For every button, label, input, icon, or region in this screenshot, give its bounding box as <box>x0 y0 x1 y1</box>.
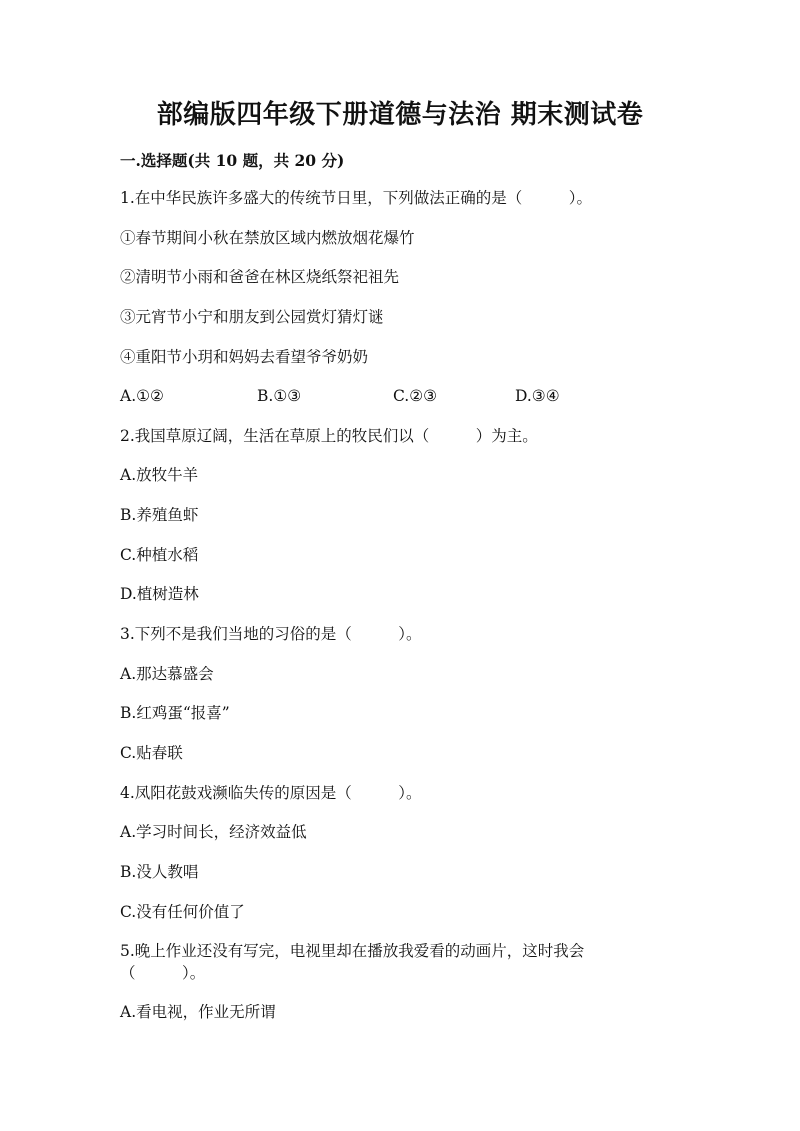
question-1-option-a: A.①② <box>120 387 164 405</box>
question-1-item-3: ③元宵节小宁和朋友到公园赏灯猜灯谜 <box>120 308 384 326</box>
question-4-option-b: B.没人教唱 <box>120 863 199 881</box>
question-3-option-b: B.红鸡蛋“报喜” <box>120 704 230 722</box>
question-2-option-c: C.种植水稻 <box>120 546 199 564</box>
question-4-option-c: C.没有任何价值了 <box>120 903 245 921</box>
question-2-stem: 2.我国草原辽阔，生活在草原上的牧民们以（ ）为主。 <box>120 427 538 445</box>
question-1-stem: 1.在中华民族许多盛大的传统节日里，下列做法正确的是（ ）。 <box>120 189 593 207</box>
question-2-option-d: D.植树造林 <box>120 585 199 603</box>
question-5-stem-line-1: 5.晚上作业还没有写完，电视里却在播放我爱看的动画片，这时我会 <box>120 942 585 960</box>
question-1-item-4: ④重阳节小玥和妈妈去看望爷爷奶奶 <box>120 348 369 366</box>
question-3-option-c: C.贴春联 <box>120 744 183 762</box>
question-1-item-1: ①春节期间小秋在禁放区域内燃放烟花爆竹 <box>120 229 415 247</box>
question-3-stem: 3.下列不是我们当地的习俗的是（ ）。 <box>120 625 422 643</box>
question-4-stem: 4.凤阳花鼓戏濒临失传的原因是（ ）。 <box>120 784 422 802</box>
question-1-option-b: B.①③ <box>257 387 302 405</box>
question-5-option-a: A.看电视，作业无所谓 <box>120 1003 276 1021</box>
question-2-option-a: A.放牧牛羊 <box>120 466 199 484</box>
page-title: 部编版四年级下册道德与法治 期末测试卷 <box>156 100 644 130</box>
question-3-option-a: A.那达慕盛会 <box>120 665 214 683</box>
question-2-option-b: B.养殖鱼虾 <box>120 506 199 524</box>
question-5-stem-line-2: （ ）。 <box>120 964 206 982</box>
question-1-item-2: ②清明节小雨和爸爸在林区烧纸祭祀祖先 <box>120 268 400 286</box>
question-1-option-c: C.②③ <box>393 387 438 405</box>
section-heading: 一.选择题(共 10 题，共 20 分) <box>120 151 345 170</box>
question-1-option-d: D.③④ <box>515 387 560 405</box>
question-4-option-a: A.学习时间长，经济效益低 <box>120 823 307 841</box>
